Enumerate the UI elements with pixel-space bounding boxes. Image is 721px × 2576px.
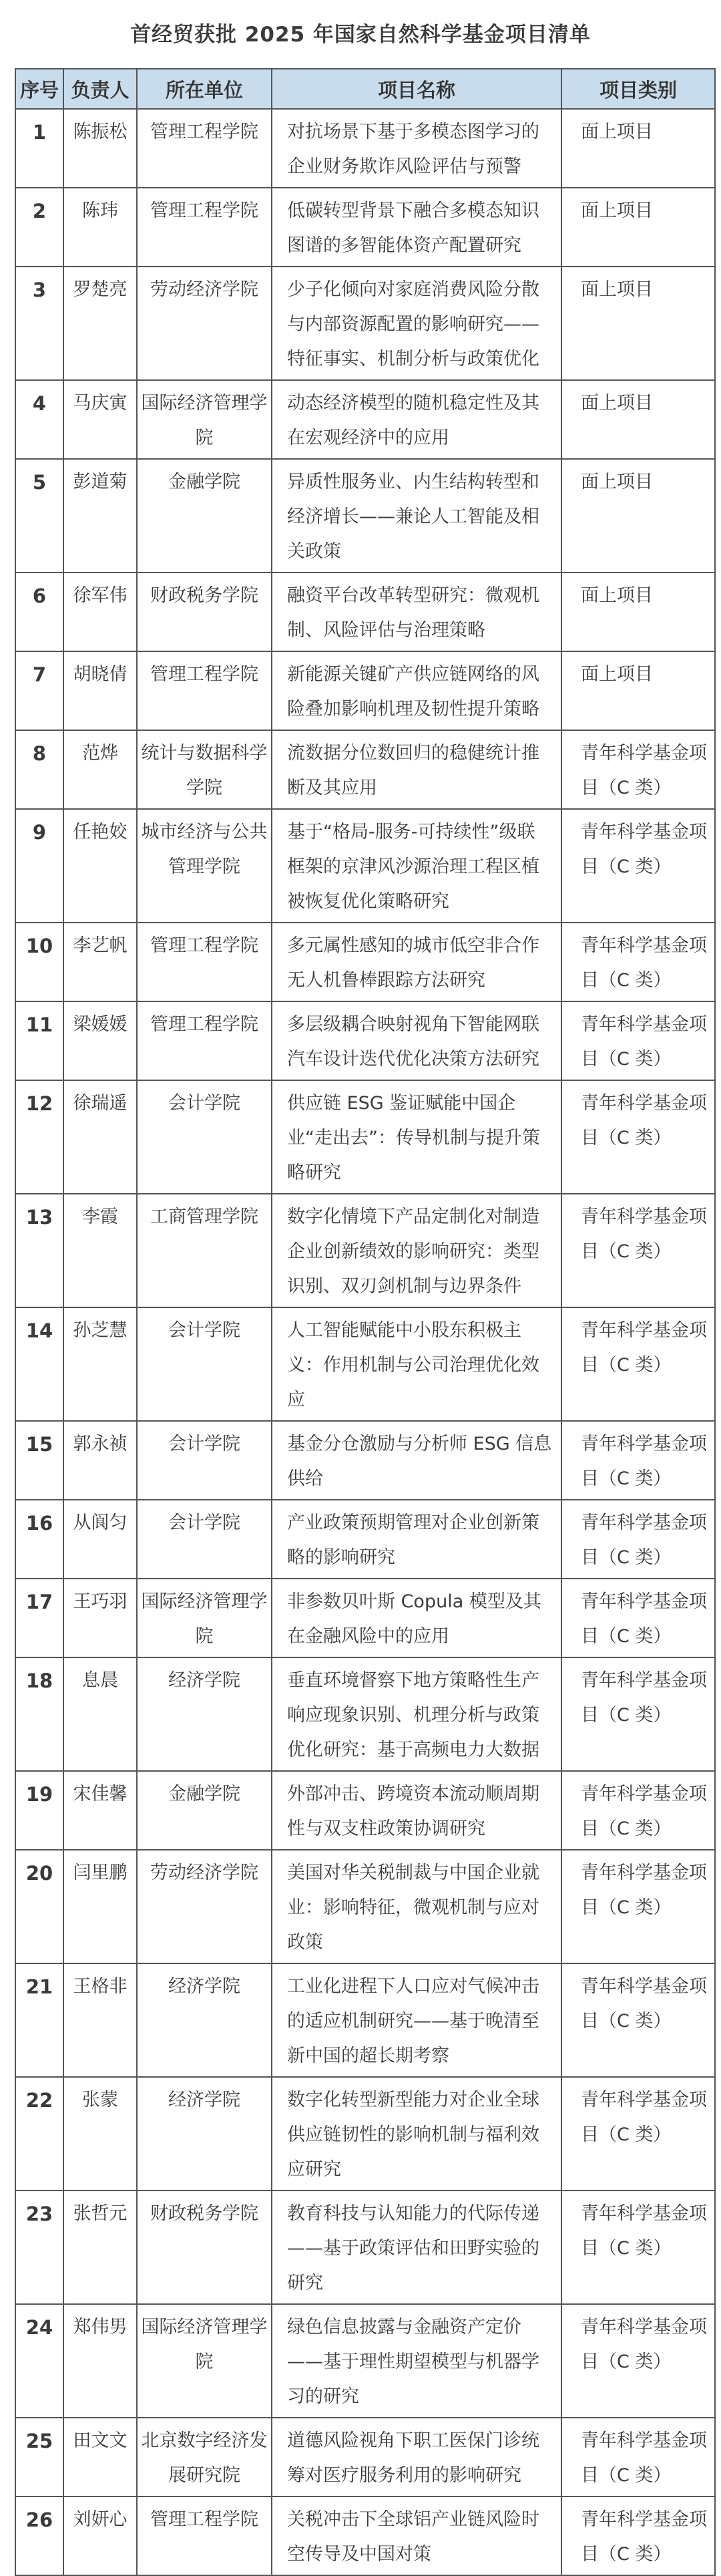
row-unit: 国际经济管理学院 — [137, 1579, 272, 1657]
row-project-name: 多层级耦合映射视角下智能网联汽车设计迭代优化决策方法研究 — [272, 1001, 561, 1080]
row-category: 青年科学基金项目（C 类） — [561, 2304, 715, 2418]
row-unit: 管理工程学院 — [137, 1001, 272, 1080]
row-category: 面上项目 — [561, 380, 715, 459]
table-row — [15, 2418, 715, 2497]
row-category: 青年科学基金项目（C 类） — [561, 809, 715, 923]
row-project-name: 新能源关键矿产供应链网络的风险叠加影响机理及韧性提升策略 — [272, 651, 561, 730]
row-number: 21 — [15, 1963, 63, 2077]
header-category: 项目类别 — [561, 69, 715, 109]
table-row — [15, 1850, 715, 1963]
row-project-name: 异质性服务业、内生结构转型和经济增长——兼论人工智能及相关政策 — [272, 459, 561, 573]
row-number: 12 — [15, 1080, 63, 1194]
row-unit: 北京数字经济发展研究院 — [137, 2418, 272, 2497]
row-project-name: 对抗场景下基于多模态图学习的企业财务欺诈风险评估与预警 — [272, 109, 561, 188]
table-row — [15, 1579, 715, 1657]
row-unit: 国际经济管理学院 — [137, 2304, 272, 2418]
row-leader: 田文文 — [63, 2418, 137, 2497]
table-row — [15, 188, 715, 267]
row-unit: 劳动经济学院 — [137, 1850, 272, 1963]
row-leader: 陈振松 — [63, 109, 137, 188]
row-category: 面上项目 — [561, 573, 715, 651]
row-project-name: 数字化情境下产品定制化对制造企业创新绩效的影响研究：类型识别、双刃剑机制与边界条件 — [272, 1194, 561, 1307]
table-row — [15, 809, 715, 923]
row-project-name: 低碳转型背景下融合多模态知识图谱的多智能体资产配置研究 — [272, 188, 561, 267]
row-category: 面上项目 — [561, 267, 715, 380]
row-leader: 王格非 — [63, 1963, 137, 2077]
table-row — [15, 1421, 715, 1500]
row-number: 2 — [15, 188, 63, 267]
table-row — [15, 651, 715, 730]
row-number: 23 — [15, 2191, 63, 2304]
row-number: 9 — [15, 809, 63, 923]
row-category: 青年科学基金项目（C 类） — [561, 1421, 715, 1500]
row-unit: 劳动经济学院 — [137, 267, 272, 380]
row-number: 16 — [15, 1500, 63, 1579]
row-leader: 宋佳馨 — [63, 1771, 137, 1850]
row-number: 5 — [15, 459, 63, 573]
row-category: 青年科学基金项目（C 类） — [561, 1307, 715, 1421]
row-number: 15 — [15, 1421, 63, 1500]
row-number: 4 — [15, 380, 63, 459]
row-number: 14 — [15, 1307, 63, 1421]
row-unit: 财政税务学院 — [137, 573, 272, 651]
row-unit: 经济学院 — [137, 1657, 272, 1771]
row-number: 7 — [15, 651, 63, 730]
header-unit: 所在单位 — [137, 69, 272, 109]
row-leader: 陈玮 — [63, 188, 137, 267]
row-category: 青年科学基金项目（C 类） — [561, 2418, 715, 2497]
row-leader: 郑伟男 — [63, 2304, 137, 2418]
row-category: 青年科学基金项目（C 类） — [561, 1194, 715, 1307]
row-number: 22 — [15, 2077, 63, 2191]
row-leader: 李霞 — [63, 1194, 137, 1307]
row-number: 6 — [15, 573, 63, 651]
row-leader: 孙芝慧 — [63, 1307, 137, 1421]
row-category: 青年科学基金项目（C 类） — [561, 1771, 715, 1850]
row-unit: 统计与数据科学学院 — [137, 730, 272, 809]
row-unit: 财政税务学院 — [137, 2191, 272, 2304]
row-unit: 管理工程学院 — [137, 188, 272, 267]
row-project-name: 非参数贝叶斯 Copula 模型及其在金融风险中的应用 — [272, 1579, 561, 1657]
table-row — [15, 2304, 715, 2418]
row-number: 11 — [15, 1001, 63, 1080]
row-unit: 金融学院 — [137, 1771, 272, 1850]
row-project-name: 供应链 ESG 鉴证赋能中国企业“走出去”：传导机制与提升策略研究 — [272, 1080, 561, 1194]
row-unit: 管理工程学院 — [137, 109, 272, 188]
row-leader: 徐瑞遥 — [63, 1080, 137, 1194]
table-row — [15, 1001, 715, 1080]
row-number: 17 — [15, 1579, 63, 1657]
row-project-name: 少子化倾向对家庭消费风险分散与内部资源配置的影响研究——特征事实、机制分析与政策优化 — [272, 267, 561, 380]
row-project-name: 美国对华关税制裁与中国企业就业：影响特征，微观机制与应对政策 — [272, 1850, 561, 1963]
row-leader: 罗楚亮 — [63, 267, 137, 380]
row-unit: 经济学院 — [137, 2077, 272, 2191]
row-project-name: 人工智能赋能中小股东积极主义：作用机制与公司治理优化效应 — [272, 1307, 561, 1421]
table-row — [15, 459, 715, 573]
row-project-name: 融资平台改革转型研究：微观机制、风险评估与治理策略 — [272, 573, 561, 651]
row-number: 18 — [15, 1657, 63, 1771]
row-number: 1 — [15, 109, 63, 188]
table-row — [15, 1080, 715, 1194]
row-unit: 管理工程学院 — [137, 651, 272, 730]
row-unit: 金融学院 — [137, 459, 272, 573]
row-project-name: 道德风险视角下职工医保门诊统筹对医疗服务利用的影响研究 — [272, 2418, 561, 2497]
row-category: 青年科学基金项目（C 类） — [561, 1500, 715, 1579]
row-unit: 会计学院 — [137, 1307, 272, 1421]
row-unit: 经济学院 — [137, 1963, 272, 2077]
table-row — [15, 267, 715, 380]
row-category: 青年科学基金项目（C 类） — [561, 730, 715, 809]
table-body — [15, 109, 715, 2575]
row-unit: 城市经济与公共管理学院 — [137, 809, 272, 923]
table-row — [15, 1771, 715, 1850]
header-no: 序号 — [15, 69, 63, 109]
row-category: 青年科学基金项目（C 类） — [561, 2191, 715, 2304]
row-category: 青年科学基金项目（C 类） — [561, 2077, 715, 2191]
row-leader: 闫里鹏 — [63, 1850, 137, 1963]
row-number: 20 — [15, 1850, 63, 1963]
row-number: 10 — [15, 923, 63, 1001]
table-row — [15, 573, 715, 651]
row-unit: 国际经济管理学院 — [137, 380, 272, 459]
row-category: 青年科学基金项目（C 类） — [561, 923, 715, 1001]
row-project-name: 产业政策预期管理对企业创新策略的影响研究 — [272, 1500, 561, 1579]
row-leader: 从阆匀 — [63, 1500, 137, 1579]
table-row — [15, 730, 715, 809]
table-row — [15, 1657, 715, 1771]
row-project-name: 多元属性感知的城市低空非合作无人机鲁棒跟踪方法研究 — [272, 923, 561, 1001]
row-project-name: 流数据分位数回归的稳健统计推断及其应用 — [272, 730, 561, 809]
row-leader: 张哲元 — [63, 2191, 137, 2304]
row-project-name: 垂直环境督察下地方策略性生产响应现象识别、机理分析与政策优化研究：基于高频电力大数据 — [272, 1657, 561, 1771]
row-project-name: 关税冲击下全球铝产业链风险时空传导及中国对策 — [272, 2497, 561, 2575]
row-number: 13 — [15, 1194, 63, 1307]
row-category: 青年科学基金项目（C 类） — [561, 1850, 715, 1963]
row-leader: 徐军伟 — [63, 573, 137, 651]
row-leader: 范烨 — [63, 730, 137, 809]
row-leader: 彭道菊 — [63, 459, 137, 573]
header-project: 项目名称 — [272, 69, 561, 109]
row-number: 8 — [15, 730, 63, 809]
table-row — [15, 380, 715, 459]
row-leader: 刘妍心 — [63, 2497, 137, 2575]
row-unit: 管理工程学院 — [137, 2497, 272, 2575]
row-category: 青年科学基金项目（C 类） — [561, 1080, 715, 1194]
row-leader: 胡晓倩 — [63, 651, 137, 730]
row-leader: 张蒙 — [63, 2077, 137, 2191]
row-leader: 马庆寅 — [63, 380, 137, 459]
project-table — [15, 68, 716, 2576]
row-project-name: 动态经济模型的随机稳定性及其在宏观经济中的应用 — [272, 380, 561, 459]
row-number: 24 — [15, 2304, 63, 2418]
row-unit: 会计学院 — [137, 1080, 272, 1194]
row-category: 青年科学基金项目（C 类） — [561, 1963, 715, 2077]
table-row — [15, 1307, 715, 1421]
header-leader: 负责人 — [63, 69, 137, 109]
row-unit: 会计学院 — [137, 1500, 272, 1579]
row-project-name: 基于“格局-服务-可持续性”级联框架的京津风沙源治理工程区植被恢复优化策略研究 — [272, 809, 561, 923]
row-leader: 息晨 — [63, 1657, 137, 1771]
row-project-name: 绿色信息披露与金融资产定价——基于理性期望模型与机器学习的研究 — [272, 2304, 561, 2418]
row-number: 19 — [15, 1771, 63, 1850]
row-category: 青年科学基金项目（C 类） — [561, 1001, 715, 1080]
row-project-name: 基金分仓激励与分析师 ESG 信息供给 — [272, 1421, 561, 1500]
row-leader: 任艳姣 — [63, 809, 137, 923]
row-category: 面上项目 — [561, 459, 715, 573]
row-project-name: 外部冲击、跨境资本流动顺周期性与双支柱政策协调研究 — [272, 1771, 561, 1850]
row-number: 25 — [15, 2418, 63, 2497]
row-project-name: 工业化进程下人口应对气候冲击的适应机制研究——基于晚清至新中国的超长期考察 — [272, 1963, 561, 2077]
table-row — [15, 1500, 715, 1579]
table-row — [15, 109, 715, 188]
table-row — [15, 2191, 715, 2304]
row-category: 青年科学基金项目（C 类） — [561, 1657, 715, 1771]
row-unit: 管理工程学院 — [137, 923, 272, 1001]
row-unit: 工商管理学院 — [137, 1194, 272, 1307]
table-row — [15, 2497, 715, 2575]
table-row — [15, 1963, 715, 2077]
table-row — [15, 2077, 715, 2191]
row-category: 面上项目 — [561, 188, 715, 267]
table-row — [15, 1194, 715, 1307]
row-project-name: 数字化转型新型能力对企业全球供应链韧性的影响机制与福利效应研究 — [272, 2077, 561, 2191]
row-category: 青年科学基金项目（C 类） — [561, 1579, 715, 1657]
table-row — [15, 923, 715, 1001]
row-leader: 王巧羽 — [63, 1579, 137, 1657]
row-number: 26 — [15, 2497, 63, 2575]
table-header-row — [15, 69, 715, 109]
page-title: 首经贸获批 2025 年国家自然科学基金项目清单 — [130, 23, 591, 47]
row-category: 面上项目 — [561, 651, 715, 730]
row-leader: 郭永祯 — [63, 1421, 137, 1500]
row-number: 3 — [15, 267, 63, 380]
row-unit: 会计学院 — [137, 1421, 272, 1500]
row-leader: 李艺帆 — [63, 923, 137, 1001]
row-project-name: 教育科技与认知能力的代际传递——基于政策评估和田野实验的研究 — [272, 2191, 561, 2304]
row-category: 青年科学基金项目（C 类） — [561, 2497, 715, 2575]
row-category: 面上项目 — [561, 109, 715, 188]
row-leader: 梁媛媛 — [63, 1001, 137, 1080]
